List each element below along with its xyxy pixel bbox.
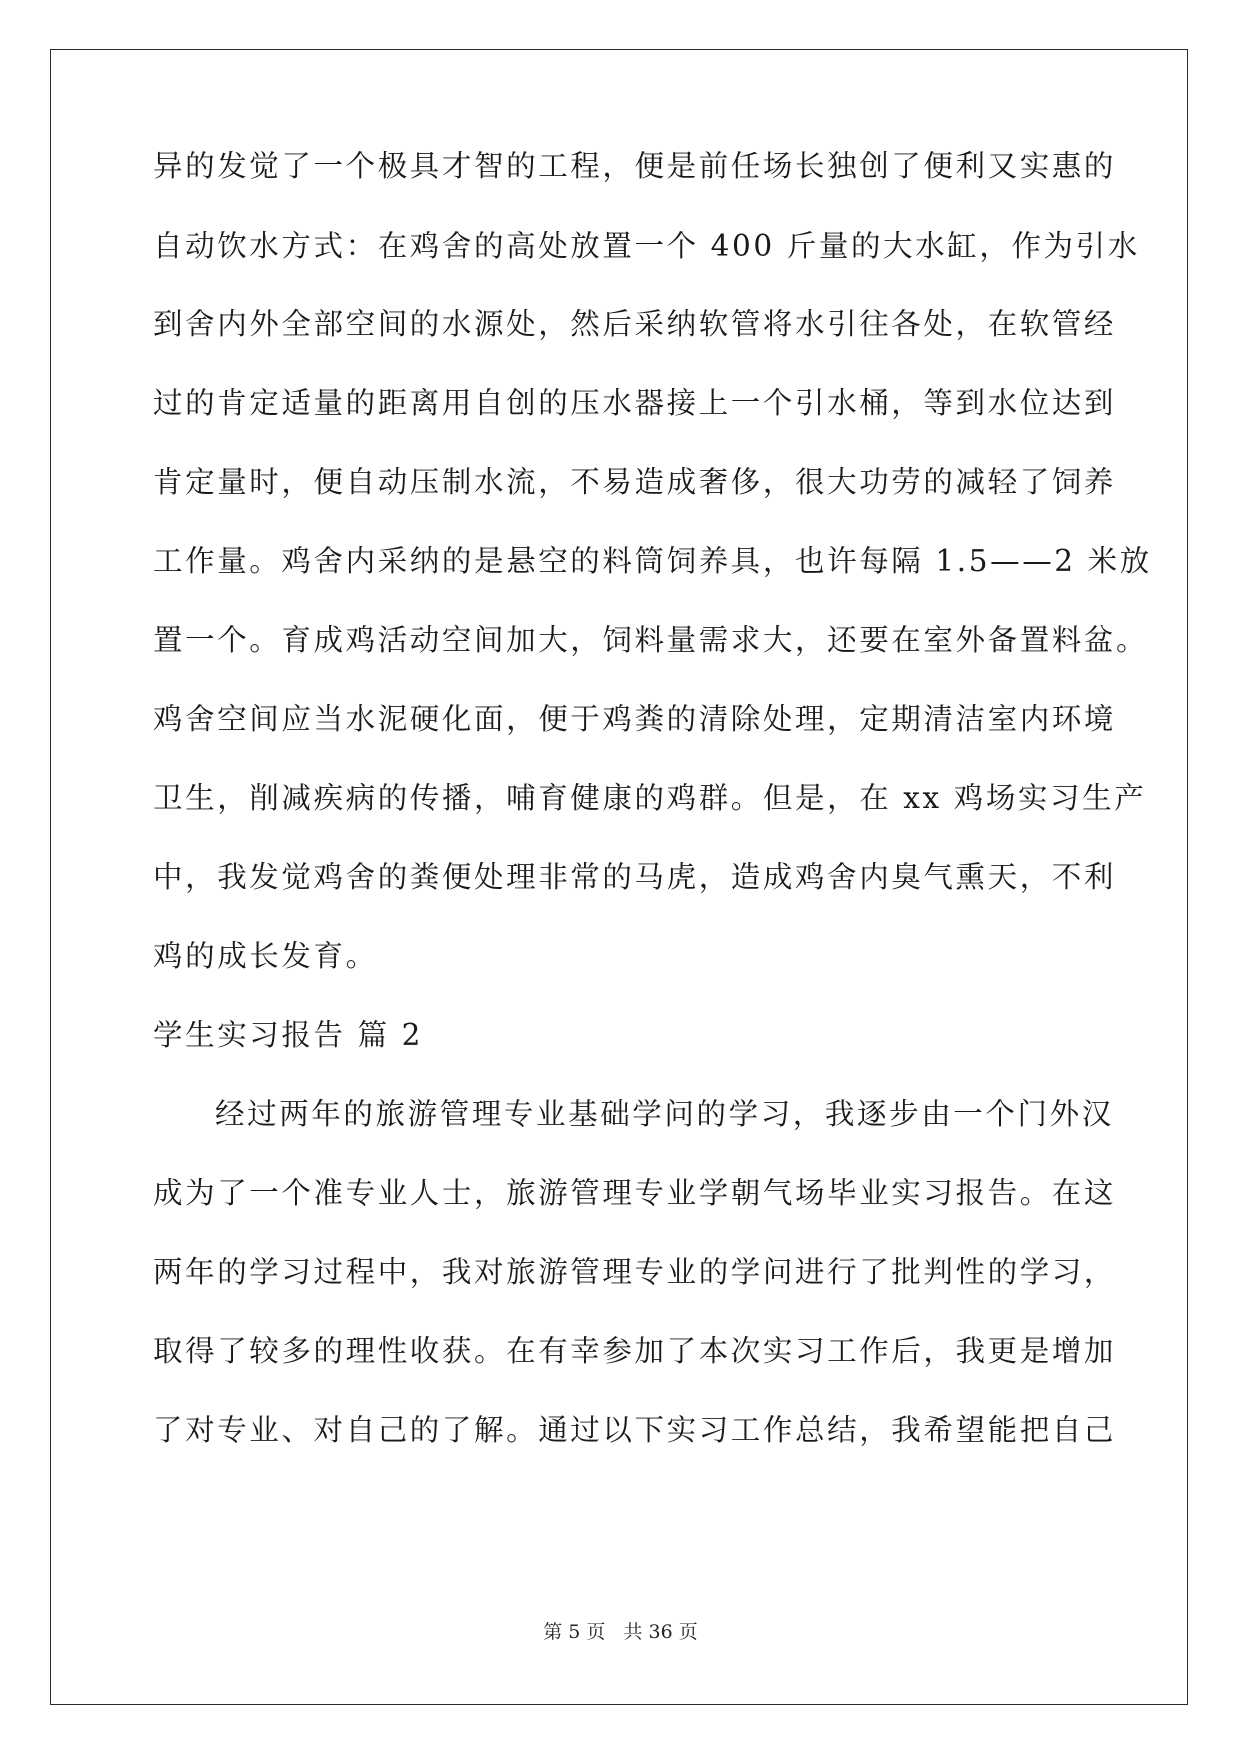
paragraph-line: 卫生，削减疾病的传播，哺育健康的鸡群。但是，在 xx 鸡场实习生产 <box>153 781 1147 815</box>
paragraph-line: 了对专业、对自己的了解。通过以下实习工作总结，我希望能把自己 <box>153 1413 1117 1447</box>
paragraph-line: 异的发觉了一个极具才智的工程，便是前任场长独创了便利又实惠的 <box>153 149 1117 183</box>
page-total: 共 36 页 <box>623 1621 698 1643</box>
paragraph-line: 经过两年的旅游管理专业基础学问的学习，我逐步由一个门外汉 <box>215 1097 1114 1131</box>
paragraph-line: 取得了较多的理性收获。在有幸参加了本次实习工作后，我更是增加 <box>153 1334 1117 1368</box>
paragraph-line: 肯定量时，便自动压制水流，不易造成奢侈，很大功劳的减轻了饲养 <box>153 465 1117 499</box>
paragraph-line: 到舍内外全部空间的水源处，然后采纳软管将水引往各处，在软管经 <box>153 307 1117 341</box>
paragraph-line: 自动饮水方式：在鸡舍的高处放置一个 400 斤量的大水缸，作为引水 <box>153 229 1140 263</box>
section-heading: 学生实习报告 篇 2 <box>153 1018 424 1052</box>
page-footer <box>0 1617 1241 1644</box>
paragraph-line: 鸡的成长发育。 <box>153 939 378 973</box>
page-number: 第 5 页 <box>543 1621 606 1643</box>
paragraph-line: 两年的学习过程中，我对旅游管理专业的学问进行了批判性的学习， <box>153 1255 1117 1289</box>
paragraph-line: 中，我发觉鸡舍的粪便处理非常的马虎，造成鸡舍内臭气熏天，不利 <box>153 860 1117 894</box>
paragraph-line: 成为了一个准专业人士，旅游管理专业学朝气场毕业实习报告。在这 <box>153 1176 1117 1210</box>
paragraph-line: 过的肯定适量的距离用自创的压水器接上一个引水桶，等到水位达到 <box>153 386 1117 420</box>
paragraph-line: 工作量。鸡舍内采纳的是悬空的料筒饲养具，也许每隔 1.5——2 米放 <box>153 544 1152 578</box>
paragraph-line: 鸡舍空间应当水泥硬化面，便于鸡粪的清除处理，定期清洁室内环境 <box>153 702 1117 736</box>
paragraph-line: 置一个。育成鸡活动空间加大，饲料量需求大，还要在室外备置料盆。 <box>153 623 1149 657</box>
